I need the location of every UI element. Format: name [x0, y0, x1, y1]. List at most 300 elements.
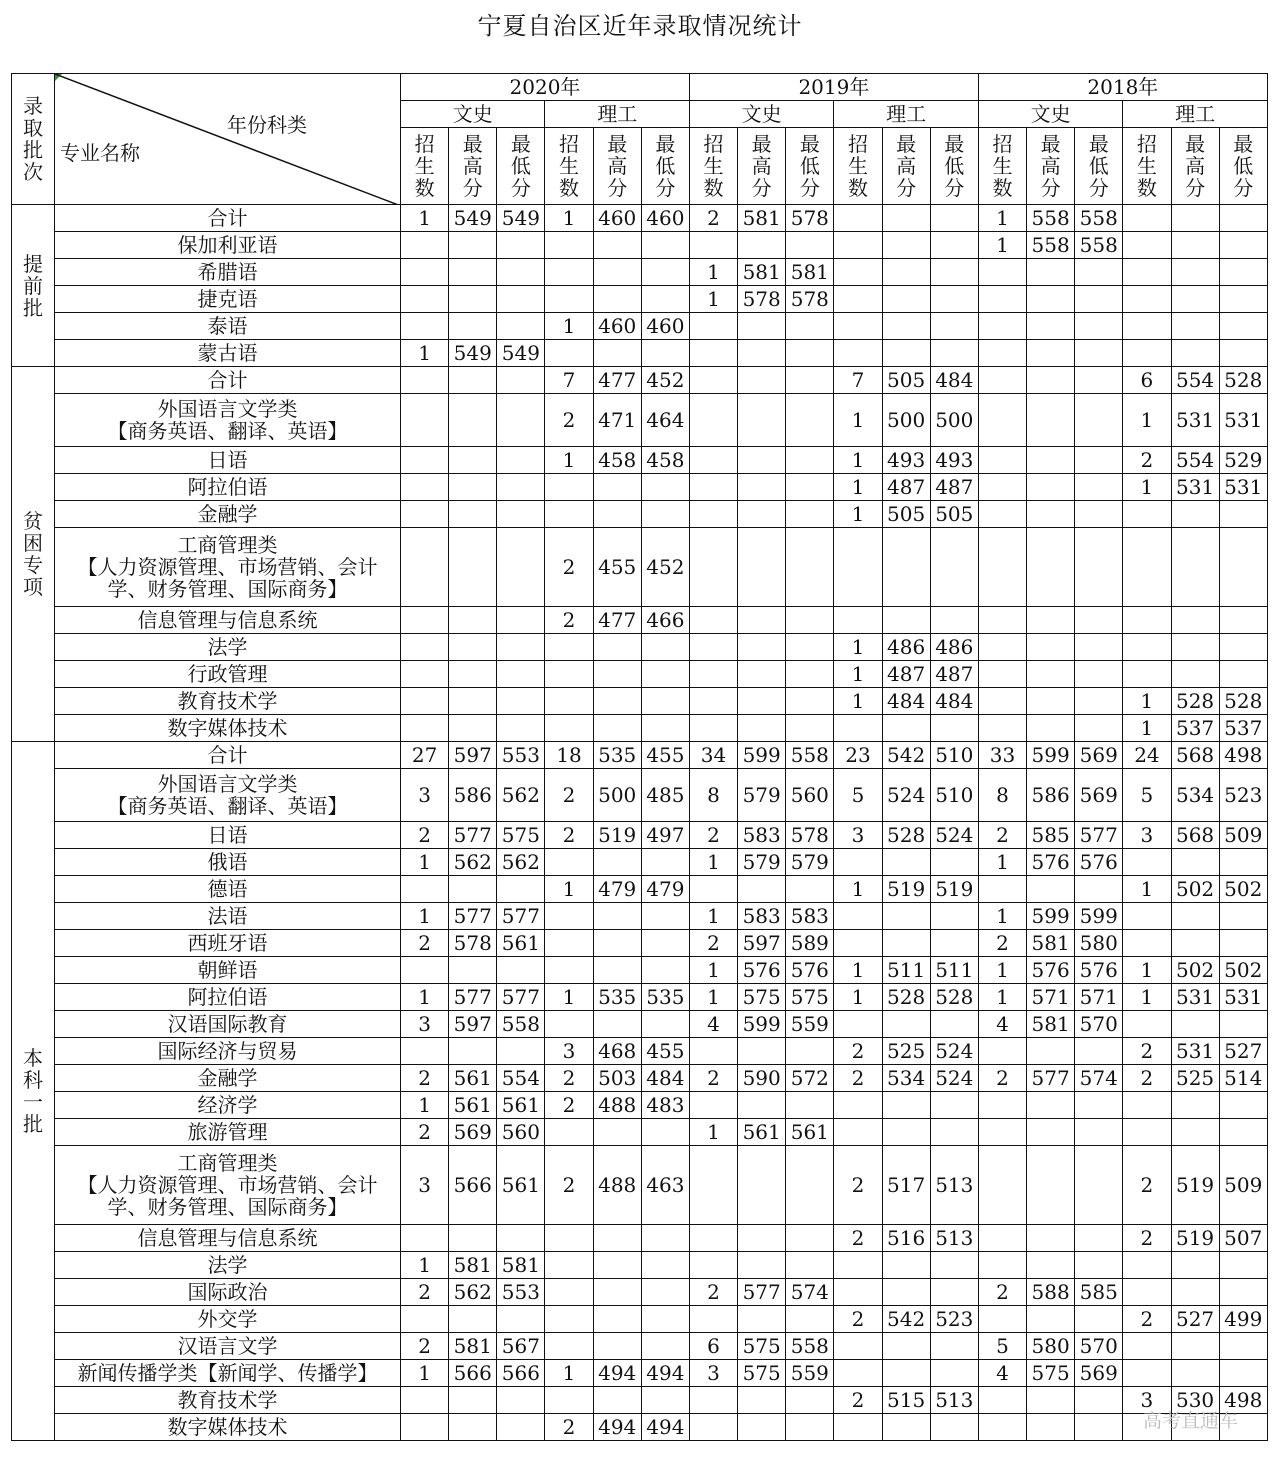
value-cell: 2: [1123, 1146, 1171, 1225]
value-cell: 576: [1075, 957, 1123, 984]
value-cell: 1: [545, 447, 593, 474]
value-cell: 549: [449, 205, 497, 232]
value-cell: [1027, 1414, 1075, 1441]
value-cell: [449, 501, 497, 528]
value-cell: [545, 688, 593, 715]
value-cell: 23: [834, 742, 882, 769]
value-cell: 2: [689, 1065, 737, 1092]
value-cell: [978, 286, 1026, 313]
column-header: 最 高 分: [1171, 128, 1219, 205]
table-row: [12, 1360, 1268, 1387]
value-cell: [449, 1387, 497, 1414]
value-cell: 562: [497, 849, 545, 876]
value-cell: [1171, 903, 1219, 930]
major-name: 国际政治: [55, 1279, 401, 1306]
value-cell: [738, 688, 786, 715]
value-cell: [449, 367, 497, 394]
value-cell: 8: [978, 769, 1026, 822]
value-cell: [689, 607, 737, 634]
value-cell: [1171, 1011, 1219, 1038]
category-header: 文史: [401, 101, 545, 128]
value-cell: [1075, 259, 1123, 286]
value-cell: [738, 340, 786, 367]
value-cell: 455: [641, 742, 689, 769]
value-cell: [401, 957, 449, 984]
value-cell: [1075, 1252, 1123, 1279]
value-cell: [930, 1119, 978, 1146]
category-header: 文史: [978, 101, 1122, 128]
value-cell: [401, 715, 449, 742]
major-name: 经济学: [55, 1092, 401, 1119]
value-cell: 455: [593, 528, 641, 607]
value-cell: [882, 1252, 930, 1279]
value-cell: [449, 957, 497, 984]
value-cell: [545, 232, 593, 259]
value-cell: [1219, 313, 1267, 340]
value-cell: 527: [1219, 1038, 1267, 1065]
value-cell: [834, 1333, 882, 1360]
value-cell: [545, 1225, 593, 1252]
table-row: [12, 447, 1268, 474]
value-cell: 3: [1123, 1387, 1171, 1414]
value-cell: [641, 501, 689, 528]
value-cell: 1: [978, 957, 1026, 984]
value-cell: [401, 286, 449, 313]
value-cell: [593, 1279, 641, 1306]
value-cell: [882, 930, 930, 957]
value-cell: [1123, 1279, 1171, 1306]
value-cell: [930, 1252, 978, 1279]
value-cell: [641, 661, 689, 688]
value-cell: 566: [449, 1360, 497, 1387]
value-cell: [593, 1119, 641, 1146]
value-cell: 599: [738, 742, 786, 769]
value-cell: 1: [1123, 876, 1171, 903]
value-cell: [738, 715, 786, 742]
value-cell: 1: [834, 661, 882, 688]
value-cell: [545, 661, 593, 688]
value-cell: [1027, 501, 1075, 528]
major-name: 外国语言文学类 【商务英语、翻译、英语】: [55, 769, 401, 822]
value-cell: [401, 1414, 449, 1441]
value-cell: 1: [545, 313, 593, 340]
value-cell: [1075, 634, 1123, 661]
value-cell: [1219, 607, 1267, 634]
value-cell: [497, 394, 545, 447]
major-name: 泰语: [55, 313, 401, 340]
value-cell: 510: [930, 742, 978, 769]
value-cell: 534: [882, 1065, 930, 1092]
column-header: 最 低 分: [1075, 128, 1123, 205]
table-row: [12, 984, 1268, 1011]
value-cell: 1: [689, 286, 737, 313]
major-name: 阿拉伯语: [55, 984, 401, 1011]
value-cell: 581: [786, 259, 834, 286]
value-cell: [449, 286, 497, 313]
value-cell: 511: [930, 957, 978, 984]
value-cell: 572: [786, 1065, 834, 1092]
value-cell: 500: [882, 394, 930, 447]
value-cell: [689, 340, 737, 367]
value-cell: 5: [1123, 769, 1171, 822]
value-cell: 2: [834, 1065, 882, 1092]
table-row: [12, 286, 1268, 313]
value-cell: [1171, 1119, 1219, 1146]
value-cell: 514: [1219, 1065, 1267, 1092]
value-cell: [545, 1333, 593, 1360]
major-name: 教育技术学: [55, 688, 401, 715]
value-cell: [497, 876, 545, 903]
value-cell: 486: [930, 634, 978, 661]
value-cell: 7: [834, 367, 882, 394]
value-cell: [1171, 205, 1219, 232]
value-cell: 570: [1075, 1333, 1123, 1360]
major-name: 国际经济与贸易: [55, 1038, 401, 1065]
value-cell: [834, 313, 882, 340]
value-cell: [738, 876, 786, 903]
value-cell: [593, 286, 641, 313]
value-cell: [834, 1360, 882, 1387]
value-cell: 460: [593, 313, 641, 340]
value-cell: 561: [497, 1092, 545, 1119]
value-cell: 510: [930, 769, 978, 822]
value-cell: [834, 715, 882, 742]
value-cell: [738, 1225, 786, 1252]
value-cell: 1: [978, 984, 1026, 1011]
value-cell: 484: [641, 1065, 689, 1092]
column-header: 招 生 数: [834, 128, 882, 205]
value-cell: [593, 232, 641, 259]
value-cell: [1171, 340, 1219, 367]
value-cell: 517: [882, 1146, 930, 1225]
value-cell: 599: [738, 1011, 786, 1038]
value-cell: [882, 528, 930, 607]
value-cell: 2: [978, 1279, 1026, 1306]
value-cell: [545, 340, 593, 367]
value-cell: 3: [545, 1038, 593, 1065]
table-row: [12, 1306, 1268, 1333]
value-cell: [1027, 634, 1075, 661]
value-cell: 519: [1171, 1225, 1219, 1252]
value-cell: [1123, 1092, 1171, 1119]
value-cell: 535: [593, 984, 641, 1011]
table-row: [12, 528, 1268, 607]
value-cell: [497, 474, 545, 501]
value-cell: [449, 607, 497, 634]
value-cell: [1027, 1092, 1075, 1119]
value-cell: [497, 715, 545, 742]
value-cell: [1171, 1333, 1219, 1360]
value-cell: [449, 313, 497, 340]
value-cell: [1171, 313, 1219, 340]
value-cell: [401, 1387, 449, 1414]
table-row: [12, 876, 1268, 903]
value-cell: 34: [689, 742, 737, 769]
table-row: [12, 313, 1268, 340]
diagonal-label-top: 年份科类: [227, 113, 307, 137]
value-cell: [449, 394, 497, 447]
value-cell: [641, 957, 689, 984]
value-cell: [401, 1306, 449, 1333]
value-cell: [882, 1011, 930, 1038]
value-cell: 558: [1027, 205, 1075, 232]
value-cell: [497, 367, 545, 394]
value-cell: [1075, 1225, 1123, 1252]
value-cell: [738, 1306, 786, 1333]
value-cell: 500: [930, 394, 978, 447]
value-cell: 597: [449, 742, 497, 769]
value-cell: 576: [786, 957, 834, 984]
value-cell: [930, 849, 978, 876]
value-cell: 479: [641, 876, 689, 903]
value-cell: 452: [641, 367, 689, 394]
value-cell: [1171, 232, 1219, 259]
batch-cell: 本 科 一 批: [12, 742, 55, 1441]
value-cell: 1: [689, 849, 737, 876]
value-cell: [497, 313, 545, 340]
value-cell: [545, 634, 593, 661]
value-cell: [401, 394, 449, 447]
value-cell: 537: [1219, 715, 1267, 742]
value-cell: 1: [401, 1252, 449, 1279]
table-row: [12, 957, 1268, 984]
value-cell: [545, 1252, 593, 1279]
value-cell: [545, 903, 593, 930]
value-cell: 535: [593, 742, 641, 769]
value-cell: 1: [1123, 715, 1171, 742]
table-row: [12, 1119, 1268, 1146]
value-cell: [1075, 286, 1123, 313]
value-cell: 599: [1027, 742, 1075, 769]
value-cell: [449, 447, 497, 474]
value-cell: 581: [449, 1333, 497, 1360]
value-cell: 2: [401, 1119, 449, 1146]
value-cell: [882, 286, 930, 313]
major-name: 数字媒体技术: [55, 715, 401, 742]
table-row: [12, 501, 1268, 528]
value-cell: [1027, 259, 1075, 286]
value-cell: [882, 1092, 930, 1119]
value-cell: 498: [1219, 1387, 1267, 1414]
value-cell: [545, 957, 593, 984]
major-name: 数字媒体技术: [55, 1414, 401, 1441]
value-cell: 515: [882, 1387, 930, 1414]
value-cell: 581: [1027, 1011, 1075, 1038]
value-cell: 588: [1027, 1279, 1075, 1306]
value-cell: [1027, 1119, 1075, 1146]
value-cell: [641, 634, 689, 661]
value-cell: 494: [641, 1360, 689, 1387]
value-cell: 3: [401, 1146, 449, 1225]
value-cell: [834, 259, 882, 286]
value-cell: 2: [689, 205, 737, 232]
value-cell: 527: [1171, 1306, 1219, 1333]
value-cell: [738, 661, 786, 688]
major-name: 法语: [55, 903, 401, 930]
value-cell: [882, 849, 930, 876]
value-cell: [689, 232, 737, 259]
value-cell: [930, 1360, 978, 1387]
value-cell: 27: [401, 742, 449, 769]
value-cell: 531: [1171, 394, 1219, 447]
value-cell: 1: [978, 903, 1026, 930]
table-row: [12, 1146, 1268, 1225]
value-cell: [882, 715, 930, 742]
table-row: [12, 607, 1268, 634]
value-cell: [497, 661, 545, 688]
value-cell: 583: [738, 903, 786, 930]
value-cell: 2: [1123, 447, 1171, 474]
value-cell: 549: [449, 340, 497, 367]
value-cell: [1027, 394, 1075, 447]
value-cell: [689, 1146, 737, 1225]
table-row: [12, 1065, 1268, 1092]
major-name: 日语: [55, 447, 401, 474]
value-cell: 2: [545, 394, 593, 447]
value-cell: [1219, 501, 1267, 528]
value-cell: [1123, 205, 1171, 232]
value-cell: 486: [882, 634, 930, 661]
value-cell: 2: [834, 1146, 882, 1225]
value-cell: [786, 1252, 834, 1279]
table-row: [12, 822, 1268, 849]
value-cell: 1: [1123, 957, 1171, 984]
value-cell: 554: [1171, 447, 1219, 474]
value-cell: [834, 528, 882, 607]
value-cell: [738, 1092, 786, 1119]
value-cell: 471: [593, 394, 641, 447]
value-cell: [738, 528, 786, 607]
value-cell: 1: [834, 688, 882, 715]
value-cell: [1027, 1306, 1075, 1333]
value-cell: 6: [1123, 367, 1171, 394]
value-cell: [738, 313, 786, 340]
value-cell: [978, 1387, 1026, 1414]
value-cell: 561: [449, 1065, 497, 1092]
value-cell: 2: [834, 1387, 882, 1414]
value-cell: 1: [401, 903, 449, 930]
value-cell: 505: [882, 501, 930, 528]
value-cell: [689, 313, 737, 340]
value-cell: [1171, 1252, 1219, 1279]
value-cell: 577: [449, 984, 497, 1011]
table-row: [12, 1279, 1268, 1306]
value-cell: [689, 1252, 737, 1279]
value-cell: [738, 1387, 786, 1414]
total-label: 合计: [55, 742, 401, 769]
value-cell: 2: [689, 822, 737, 849]
value-cell: [449, 528, 497, 607]
value-cell: [593, 474, 641, 501]
value-cell: [930, 715, 978, 742]
value-cell: [786, 1092, 834, 1119]
value-cell: [834, 1252, 882, 1279]
value-cell: [593, 957, 641, 984]
value-cell: 1: [689, 903, 737, 930]
admission-table: [11, 73, 1268, 1441]
value-cell: 576: [1027, 849, 1075, 876]
value-cell: [882, 313, 930, 340]
table-row: [12, 205, 1268, 232]
column-header: 最 低 分: [786, 128, 834, 205]
value-cell: 519: [593, 822, 641, 849]
value-cell: [930, 286, 978, 313]
value-cell: 590: [738, 1065, 786, 1092]
value-cell: [786, 688, 834, 715]
value-cell: [593, 849, 641, 876]
value-cell: [401, 661, 449, 688]
value-cell: [689, 1092, 737, 1119]
value-cell: 558: [786, 1333, 834, 1360]
value-cell: 505: [930, 501, 978, 528]
value-cell: 1: [689, 957, 737, 984]
value-cell: [978, 367, 1026, 394]
major-name: 外国语言文学类 【商务英语、翻译、英语】: [55, 394, 401, 447]
value-cell: 542: [882, 742, 930, 769]
value-cell: [593, 903, 641, 930]
value-cell: 519: [1171, 1146, 1219, 1225]
value-cell: [1219, 903, 1267, 930]
batch-cell: 贫 困 专 项: [12, 367, 55, 742]
value-cell: 553: [497, 742, 545, 769]
value-cell: 578: [738, 286, 786, 313]
value-cell: 499: [1219, 1306, 1267, 1333]
header-year-row: [12, 74, 1268, 101]
value-cell: 1: [978, 205, 1026, 232]
value-cell: [1171, 528, 1219, 607]
value-cell: 599: [1075, 903, 1123, 930]
value-cell: [641, 903, 689, 930]
value-cell: 2: [834, 1038, 882, 1065]
value-cell: 2: [689, 1279, 737, 1306]
value-cell: [1171, 259, 1219, 286]
value-cell: [1219, 1119, 1267, 1146]
value-cell: [401, 232, 449, 259]
value-cell: 549: [497, 340, 545, 367]
column-header: 最 高 分: [738, 128, 786, 205]
value-cell: [930, 205, 978, 232]
value-cell: 579: [786, 849, 834, 876]
value-cell: [1075, 501, 1123, 528]
value-cell: 558: [497, 1011, 545, 1038]
value-cell: 531: [1219, 394, 1267, 447]
value-cell: 1: [401, 1092, 449, 1119]
value-cell: 1: [834, 984, 882, 1011]
value-cell: [497, 607, 545, 634]
value-cell: 460: [593, 205, 641, 232]
value-cell: [641, 1306, 689, 1333]
value-cell: 531: [1171, 474, 1219, 501]
value-cell: [882, 259, 930, 286]
value-cell: 559: [786, 1011, 834, 1038]
value-cell: [593, 661, 641, 688]
value-cell: [1171, 1279, 1219, 1306]
value-cell: [1075, 876, 1123, 903]
major-name: 行政管理: [55, 661, 401, 688]
value-cell: 581: [449, 1252, 497, 1279]
value-cell: 577: [449, 903, 497, 930]
value-cell: 2: [545, 607, 593, 634]
value-cell: [786, 1225, 834, 1252]
value-cell: [930, 1333, 978, 1360]
major-name: 教育技术学: [55, 1387, 401, 1414]
value-cell: 493: [930, 447, 978, 474]
value-cell: 487: [930, 661, 978, 688]
value-cell: [1027, 1038, 1075, 1065]
major-name: 德语: [55, 876, 401, 903]
value-cell: 8: [689, 769, 737, 822]
value-cell: 513: [930, 1225, 978, 1252]
